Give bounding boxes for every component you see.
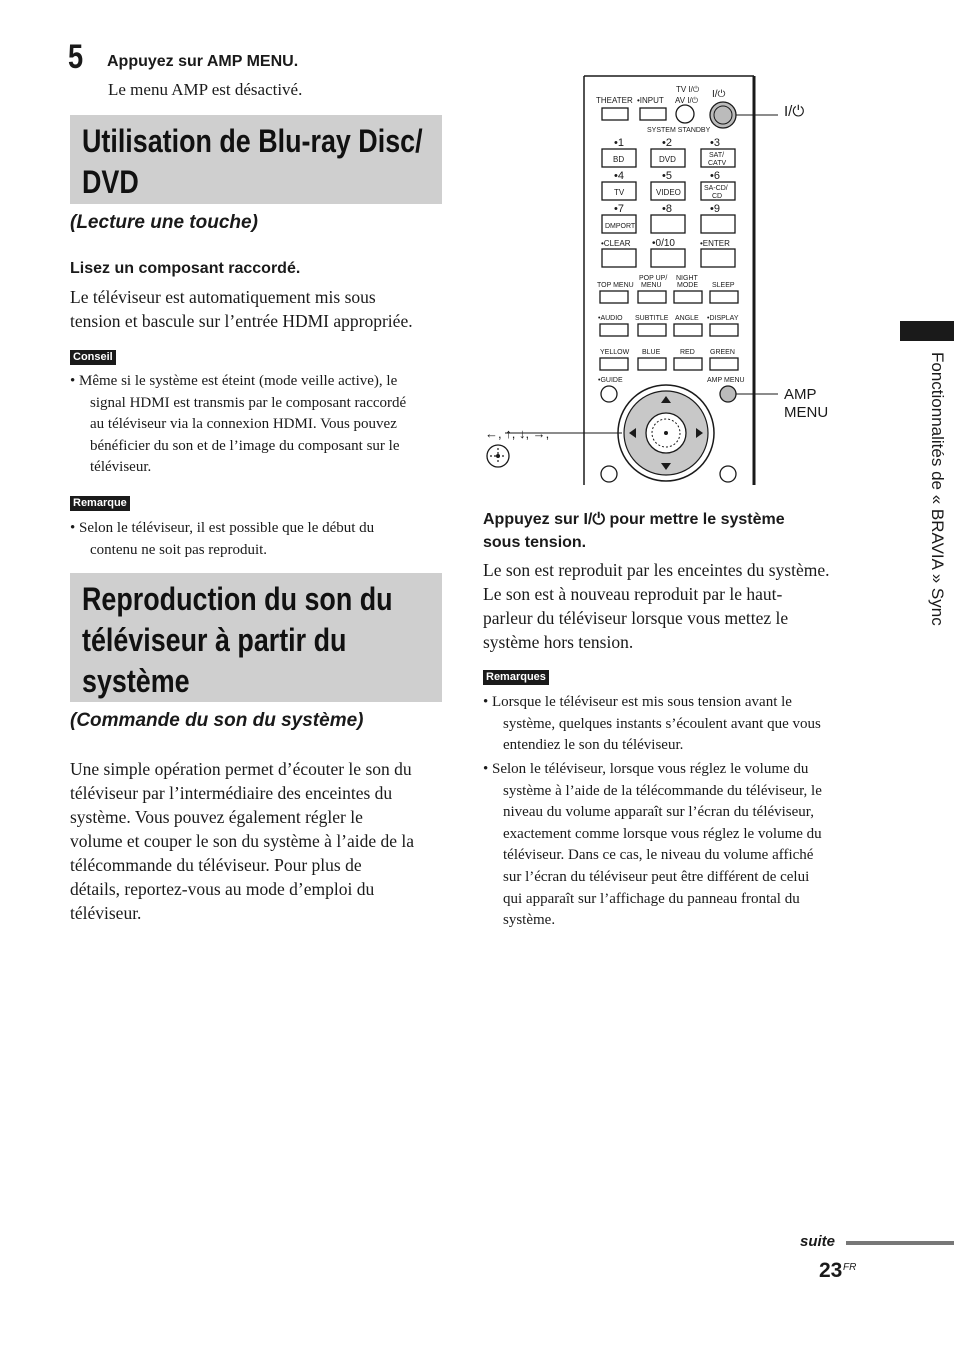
remote-label: POP UP/	[639, 275, 668, 282]
remote-label: VIDEO	[656, 188, 681, 197]
body-line: système. Vous pouvez également régler le	[70, 807, 363, 827]
remote-label: THEATER	[596, 96, 633, 105]
side-tab-marker	[900, 321, 954, 341]
remote-label: •7	[614, 203, 624, 215]
body-paragraph	[70, 285, 450, 333]
remote-label: BD	[613, 155, 625, 164]
body-line: téléviseur.	[70, 903, 142, 923]
note-line: au téléviseur via la connexion HDMI. Vous pouvez	[90, 416, 397, 433]
note-line: système, quelques instants s’écoulent avant que vous	[503, 715, 821, 732]
body-line: parleur du téléviseur lorsque vous mettez le	[483, 608, 789, 628]
remote-label: BLUE	[642, 349, 661, 356]
section-title-line: système	[82, 663, 190, 699]
instruction	[483, 508, 863, 554]
note-line: système.	[503, 912, 556, 929]
body-line: télécommande du téléviseur. Pour plus de	[70, 855, 362, 875]
section-title-line: téléviseur à partir du	[82, 622, 347, 658]
section-banner-tv-sound	[70, 573, 442, 702]
remote-label: •DISPLAY	[707, 315, 739, 322]
page-number: 23	[819, 1259, 843, 1282]
body-line: système hors tension.	[483, 632, 634, 652]
note-line: • Même si le système est éteint (mode veille active), le	[70, 373, 398, 389]
step-text: Le menu AMP est désactivé.	[108, 80, 303, 99]
remote-label: •CLEAR	[601, 239, 631, 248]
body-line: Le son est à nouveau reproduit par le haut-	[483, 584, 783, 604]
note-line: qui apparaît sur l’affichage du panneau frontal du	[503, 890, 800, 907]
remote-label: MODE	[677, 282, 698, 289]
remote-label: NIGHT	[676, 275, 698, 282]
section-subtitle: (Commande du son du système)	[70, 710, 364, 731]
remote-label: SYSTEM STANDBY	[647, 127, 711, 134]
tip-note	[70, 371, 460, 479]
note-line: entendiez le son du téléviseur.	[503, 737, 684, 754]
callout-arrows: ←, ↑, ↓, →,	[485, 426, 550, 441]
body-line: Une simple opération permet d’écouter le son du	[70, 759, 412, 779]
remote-label: •3	[710, 137, 720, 149]
remote-label: MENU	[641, 282, 662, 289]
remote-label: •4	[614, 170, 624, 182]
note-line: • Selon le téléviseur, lorsque vous réglez le volume du	[483, 761, 809, 777]
remote-label: GREEN	[710, 349, 735, 356]
section-title-line: Utilisation de Blu-ray Disc/	[82, 123, 423, 159]
page-language-suffix: FR	[843, 1262, 857, 1273]
remote-label: •ENTER	[700, 239, 730, 248]
note-line: signal HDMI est transmis par le composant raccordé	[90, 394, 407, 411]
body-line: Le téléviseur est automatiquement mis sous	[70, 287, 376, 307]
remark-note	[483, 759, 883, 932]
remote-label: •0/10	[652, 238, 675, 249]
remote-label: •9	[710, 203, 720, 215]
remote-label: SLEEP	[712, 282, 735, 289]
continued-label: suite	[800, 1233, 836, 1250]
step-title: Appuyez sur AMP MENU.	[107, 53, 299, 70]
note-line: exactement comme lorsque vous réglez le volume du	[503, 825, 822, 842]
step-number: 5	[68, 38, 84, 76]
note-line: sur l’écran du téléviseur peut être différent de celui	[503, 868, 810, 885]
body-line: tension et bascule sur l’entrée HDMI appropriée.	[70, 311, 413, 331]
instruction: Lisez un composant raccordé.	[70, 260, 301, 277]
body-paragraph	[483, 558, 873, 654]
remote-label: YELLOW	[600, 349, 630, 356]
body-line: Le son est reproduit par les enceintes du système.	[483, 560, 830, 580]
section-title-line: DVD	[82, 164, 139, 200]
remote-label: •GUIDE	[598, 377, 623, 384]
remote-label: TV I/⏻	[676, 85, 700, 94]
note-line: niveau du volume apparaît sur l’écran du téléviseur,	[503, 804, 814, 821]
note-line: contenu ne soit pas reproduit.	[90, 541, 268, 558]
note-line: • Lorsque le téléviseur est mis sous tension avant le	[483, 694, 792, 710]
remote-label: SUBTITLE	[635, 315, 669, 322]
remote-label: ANGLE	[675, 315, 699, 322]
remote-number-row-1	[602, 137, 735, 167]
remote-label: •INPUT	[637, 96, 664, 105]
side-tab-text: Fonctionnalités de « BRAVIA » Sync	[928, 352, 947, 626]
dpad	[618, 385, 714, 481]
remote-label: •AUDIO	[598, 315, 623, 322]
notes-label: Remarques	[483, 670, 549, 685]
remote-label: CD	[712, 193, 723, 200]
callout-amp-menu	[784, 386, 828, 422]
note-line: système à l’aide de la télécommande du téléviseur, le	[503, 782, 822, 799]
remote-label: TV	[614, 188, 625, 197]
section-subtitle: (Lecture une touche)	[70, 212, 258, 233]
body-paragraph	[70, 757, 450, 925]
note-label: Remarque	[70, 496, 130, 511]
remote-label: DMPORT	[605, 223, 636, 230]
tip-label: Conseil	[70, 350, 116, 365]
note-line: téléviseur.	[90, 459, 152, 476]
note-line: • Selon le téléviseur, il est possible que le début du	[70, 520, 375, 536]
remote-label: AV I/⏻	[675, 96, 699, 105]
remote-label: RED	[680, 349, 695, 356]
callout-line: MENU	[784, 404, 829, 421]
body-line: téléviseur par l’intermédiaire des enceintes du	[70, 783, 393, 803]
remote-label: SA-CD/	[704, 185, 728, 192]
remote-label: •6	[710, 170, 720, 182]
callout-line: AMP	[784, 386, 817, 403]
remote-number-row-3	[602, 203, 735, 233]
section-title-line: Reproduction du son du	[82, 581, 393, 617]
remark-note	[483, 692, 883, 757]
instruction-line: sous tension.	[483, 534, 587, 551]
remote-label: •5	[662, 170, 672, 182]
remote-label: TOP MENU	[597, 282, 634, 289]
enter-icon	[485, 443, 513, 471]
remote-label: CATV	[708, 160, 727, 167]
remote-label: AMP MENU	[707, 377, 745, 384]
remote-label: SAT/	[709, 152, 725, 159]
note-line: bénéficier du son et de l’image du composant sur le	[90, 437, 400, 454]
remote-label: I/⏻	[712, 89, 726, 100]
remote-label: •1	[614, 137, 624, 149]
remark-note	[70, 518, 460, 561]
remote-number-row-2	[602, 170, 735, 200]
callout-power: I/⏻	[784, 103, 805, 120]
body-line: volume et couper le son du système à l’aide de la	[70, 831, 415, 851]
body-line: détails, reportez-vous au mode d’emploi du	[70, 879, 375, 899]
note-line: téléviseur. Dans ce cas, le niveau du volume affiché	[503, 847, 814, 864]
section-banner-bluray	[70, 115, 442, 204]
instruction-line: Appuyez sur I/⏻ pour mettre le système	[483, 511, 785, 528]
remote-label: DVD	[659, 155, 676, 164]
continued-line	[846, 1241, 954, 1245]
remote-label: •2	[662, 137, 672, 149]
remote-label: •8	[662, 203, 672, 215]
